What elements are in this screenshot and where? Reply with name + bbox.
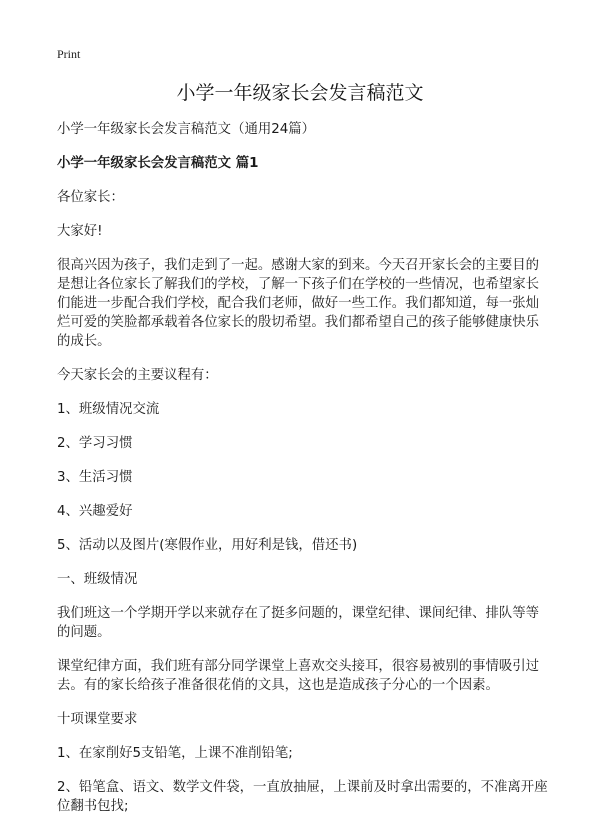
greeting: 大家好!: [57, 224, 103, 239]
document-body: [57, 120, 549, 831]
body-paragraph: 课堂纪律方面，我们班有部分同学课堂上喜欢交头接耳，很容易被别的事情吸引过去。有的家长给孩子准备很花俏的文具，这也是造成孩子分心的一个因素。: [57, 659, 540, 693]
intro-paragraph: 很高兴因为孩子，我们走到了一起。感谢大家的到来。今天召开家长会的主要目的是想让各位家长了解我们的学校，了解一下孩子们在学校的一些情况，也希望家长们能进一步配合我们学校，配合我们老师，做好一些工作。我们都知道，每一张灿烂可爱的笑脸都承载着各位家长的殷切希望。我们都希望自己的孩子能够健康快乐的成长。: [57, 258, 540, 349]
list-item: 2、铅笔盒、语文、数学文件袋，一直放抽屉，上课前及时拿出需要的，不准离开座位翻书包找;: [57, 780, 548, 814]
agenda-item: 3、生活习惯: [57, 470, 133, 485]
salutation: 各位家长：: [57, 190, 124, 205]
agenda-item: 4、兴趣爱好: [57, 504, 133, 519]
document-title: 小学一年级家长会发言稿范文: [176, 82, 424, 104]
section-heading: 一、班级情况: [57, 572, 138, 587]
list-item: 1、在家削好5支铅笔，上课不准削铅笔;: [57, 746, 293, 761]
body-paragraph: 我们班这一个学期开学以来就存在了挺多问题的，课堂纪律、课间纪律、排队等等的问题。: [57, 606, 540, 640]
agenda-item: 5、活动以及图片(寒假作业，用好利是钱，借还书): [57, 538, 358, 553]
agenda-item: 1、班级情况交流: [57, 402, 160, 417]
print-link[interactable]: Print: [57, 47, 81, 61]
list-heading: 十项课堂要求: [57, 712, 138, 727]
document-subtitle: 小学一年级家长会发言稿范文（通用24篇）: [57, 122, 316, 137]
agenda-heading: 今天家长会的主要议程有：: [57, 368, 218, 383]
agenda-item: 2、学习习惯: [57, 436, 133, 451]
article-title: 小学一年级家长会发言稿范文 篇1: [57, 156, 259, 171]
